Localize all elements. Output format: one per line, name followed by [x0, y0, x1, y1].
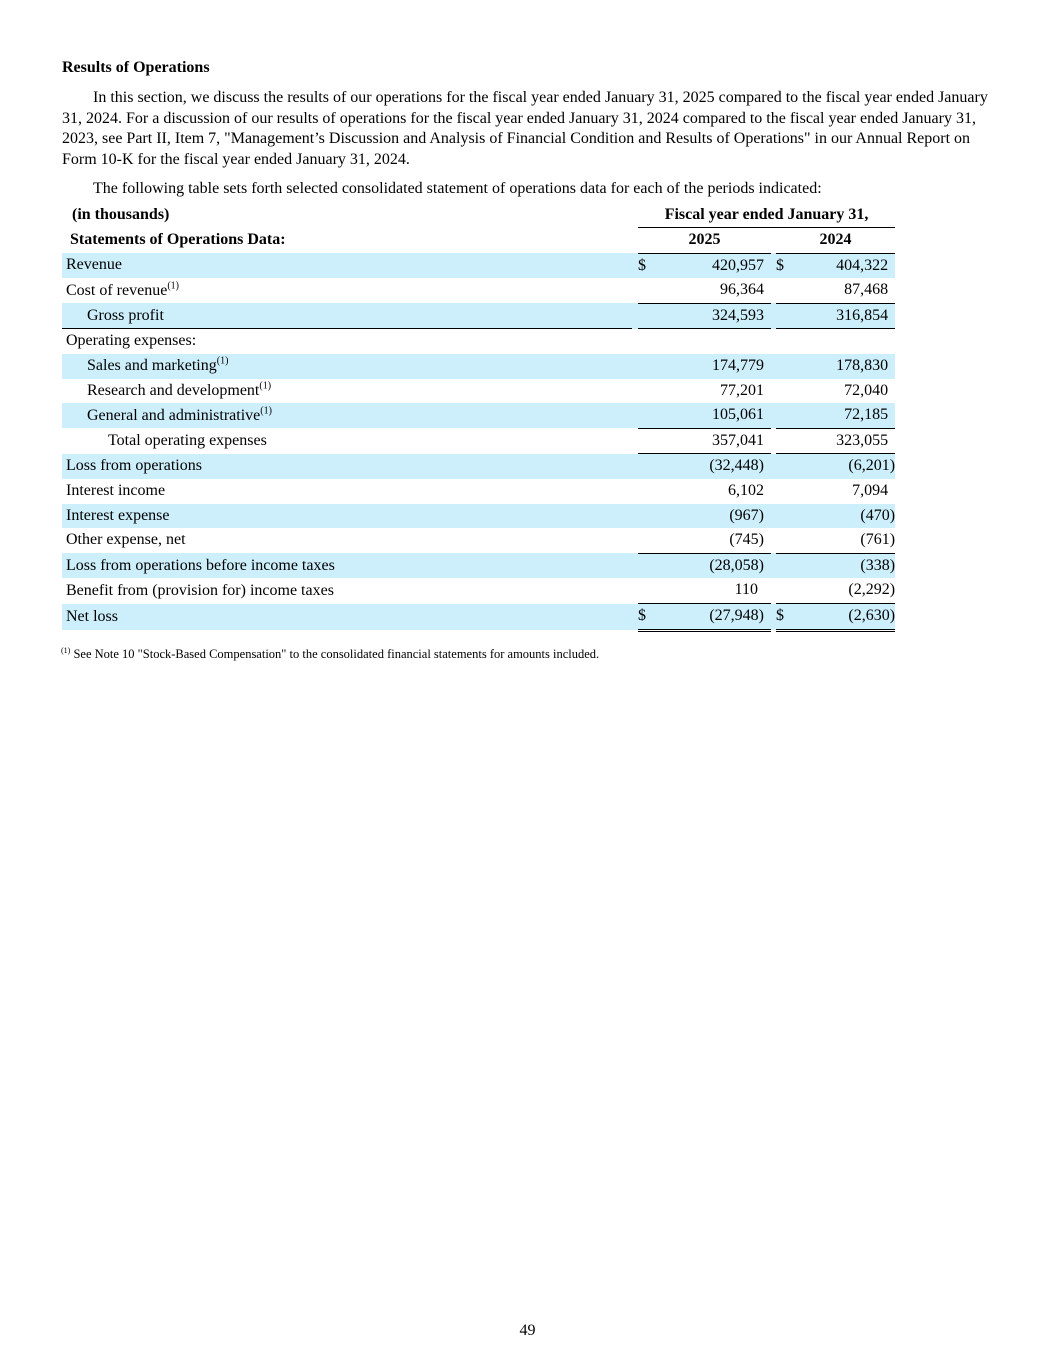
- table-row-revenue: [62, 253, 895, 278]
- value-2025: 105,061: [658, 403, 764, 428]
- value-2025: 324,593: [658, 303, 764, 329]
- table-row-cost-of-revenue: [62, 278, 895, 303]
- row-label: Loss from operations: [62, 454, 632, 479]
- table-row-total-operating-expenses: [62, 428, 895, 454]
- table-row-interest-income: [62, 479, 895, 504]
- value-2024: (470): [796, 504, 895, 529]
- value-2024: (2,630): [796, 604, 895, 631]
- statement-of-operations-table: [62, 203, 895, 632]
- table-row-loss-from-operations: [62, 454, 895, 479]
- row-label: Cost of revenue$^{(1)}$: [66, 280, 179, 299]
- row-label: Total operating expenses: [108, 431, 267, 449]
- currency-symbol: $: [776, 604, 796, 631]
- currency-symbol: $: [638, 604, 658, 631]
- row-label: Revenue: [62, 253, 632, 278]
- row-label: Interest income: [66, 482, 166, 500]
- value-2024: 87,468: [844, 281, 889, 299]
- table-row-operating-expenses: [62, 329, 895, 354]
- page-number: 49: [519, 1322, 536, 1339]
- period-header: Fiscal year ended January 31,: [638, 203, 895, 228]
- value-2024: 72,040: [844, 381, 889, 399]
- row-label: General and administrative$^{(1)}$: [62, 403, 632, 428]
- year-header-2024: 2024: [776, 228, 895, 254]
- value-2024: (2,292): [848, 581, 896, 599]
- table-row-other-expense-net: [62, 528, 895, 553]
- units-label: (in thousands): [72, 205, 170, 223]
- value-2025: 357,041: [658, 428, 764, 454]
- value-2024: 316,854: [796, 303, 895, 329]
- row-label: Other expense, net: [66, 531, 186, 549]
- value-2024: 323,055: [796, 428, 895, 454]
- footnote-text: See Note 10 "Stock-Based Compensation" to the consolidated financial statements for amounts included.: [73, 646, 600, 661]
- table-row-income-taxes: [62, 578, 895, 603]
- footnote: [61, 646, 992, 662]
- value-2025: (32,448): [658, 454, 764, 479]
- row-label: Research and development$^{(1)}$: [87, 380, 272, 399]
- table-row-gross-profit: [62, 303, 895, 329]
- section-label: Statements of Operations Data:: [70, 231, 286, 249]
- footnote-ref: (1): [260, 405, 272, 417]
- currency-symbol: $: [776, 253, 796, 278]
- footnote-ref: (1): [216, 355, 229, 367]
- table-row-net-loss: [62, 604, 895, 631]
- value-2025: 420,957: [658, 253, 764, 278]
- value-2025: (745): [729, 531, 764, 549]
- value-2025: 6,102: [728, 482, 764, 500]
- document-page: [62, 58, 992, 662]
- value-2024: (338): [796, 553, 895, 578]
- row-label: Net loss: [62, 604, 632, 631]
- currency-symbol: $: [638, 253, 658, 278]
- value-2025: 110: [734, 581, 758, 599]
- table-row-sales-and-marketing: [62, 354, 895, 379]
- value-2024: 7,094: [852, 482, 889, 500]
- value-2025: 77,201: [720, 381, 764, 399]
- row-label: Loss from operations before income taxes: [62, 553, 632, 578]
- section-title: Results of Operations: [62, 59, 210, 76]
- row-label: Gross profit: [62, 303, 632, 329]
- table-row-interest-expense: [62, 504, 895, 529]
- table-header-row-2: [62, 228, 895, 254]
- row-label: Operating expenses:: [62, 329, 632, 354]
- footnote-ref: (1): [167, 280, 179, 292]
- value-2025: (967): [658, 504, 764, 529]
- table-row-general-and-administrative: [62, 403, 895, 428]
- value-2025: 174,779: [658, 354, 764, 379]
- value-2025: (28,058): [658, 553, 764, 578]
- value-2024: 404,322: [796, 253, 895, 278]
- value-2024: 178,830: [796, 354, 895, 379]
- table-intro-paragraph: The following table sets forth selected consolidated statement of operations data for each of the periods indicated:: [93, 180, 822, 197]
- row-label: Sales and marketing$^{(1)}$: [62, 354, 632, 379]
- value-2024: (6,201): [796, 454, 895, 479]
- table-header-row-1: [62, 203, 895, 228]
- row-label: Interest expense: [62, 504, 632, 529]
- year-header-2025: 2025: [638, 228, 771, 254]
- footnote-marker: (1): [61, 645, 71, 655]
- footnote-ref: (1): [259, 380, 272, 392]
- value-2025: 96,364: [720, 281, 764, 299]
- value-2024: 72,185: [796, 403, 895, 428]
- table-row-loss-before-income-taxes: [62, 553, 895, 578]
- intro-paragraph: In this section, we discuss the results of our operations for the fiscal year ended January 31, 2025 compared to the fiscal year ended January 31, 2024. For a discussion of our results of operations for the fiscal year ended January 31, 2024 compared to the fiscal year ended January 31, 2023, see Part II, Item 7, "Management’s Discussion and Analysis of Financial Condition and Results of Operations" in our Annual Report on Form 10-K for the fiscal year ended January 31, 2024.: [62, 89, 988, 168]
- row-label: Benefit from (provision for) income taxes: [66, 581, 334, 599]
- table-row-research-and-development: [62, 379, 895, 404]
- value-2025: (27,948): [658, 604, 764, 631]
- value-2024: (761): [860, 531, 896, 549]
